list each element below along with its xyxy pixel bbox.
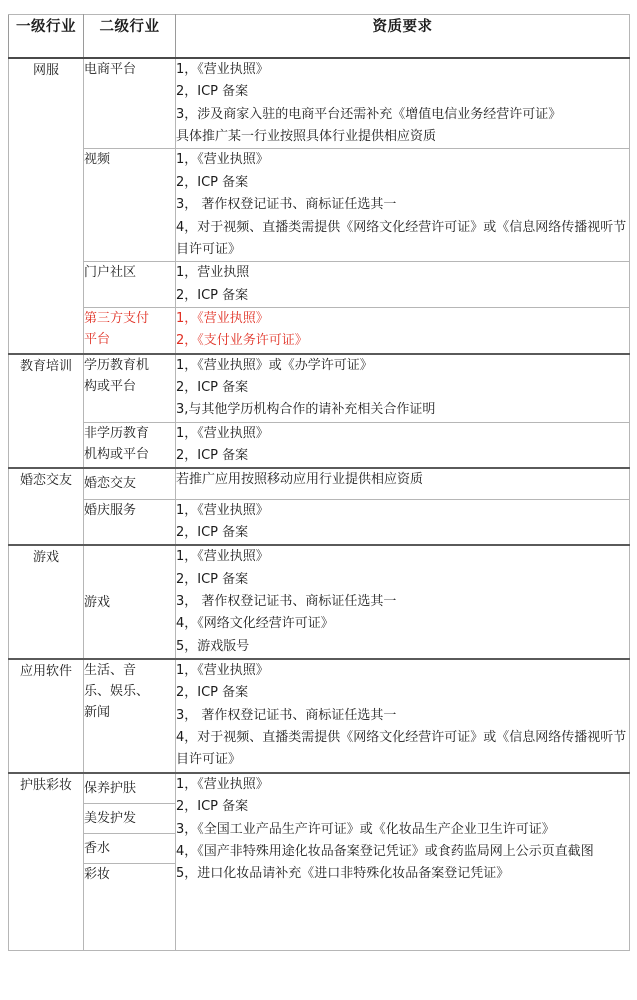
requirements-app-software: 1，《营业执照》 2，ICP 备案 3， 著作权登记证书、商标证任选其一 4，对于视频、直播类需提供《网络文化经营许可证》或《信息网络传播视听节目许可证》 (176, 659, 630, 773)
sub-industry-skincare: 保养护肤 (84, 773, 176, 804)
sub-industry-video: 视频 (84, 149, 176, 262)
column-header-primary-industry: 一级行业 (9, 15, 84, 59)
column-header-qualification-requirements: 资质要求 (176, 15, 630, 59)
table-header (9, 15, 630, 59)
sub-industry-perfume: 香水 (84, 833, 176, 863)
requirements-ecommerce: 1，《营业执照》 2，ICP 备案 3，涉及商家入驻的电商平台还需补充《增值电信业务经营许可证》 具体推广某一行业按照具体行业提供相应资质 (176, 58, 630, 149)
sub-industry-third-party-payment: 第三方支付 平台 (84, 307, 176, 353)
sub-industry-nonacademic-education: 非学历教育 机构或平台 (84, 422, 176, 468)
table-row (9, 307, 630, 353)
table-row (9, 149, 630, 262)
requirements-nonacademic-education: 1，《营业执照》 2，ICP 备案 (176, 422, 630, 468)
group-label-skincare-makeup: 护肤彩妆 (9, 773, 84, 951)
requirements-games: 1，《营业执照》 2，ICP 备案 3， 著作权登记证书、商标证任选其一 4，《网络文化经营许可证》 5，游戏版号 (176, 545, 630, 659)
sub-industry-games: 游戏 (84, 545, 176, 659)
requirements-portal-community: 1，营业执照 2，ICP 备案 (176, 262, 630, 308)
sub-industry-academic-education: 学历教育机 构或平台 (84, 354, 176, 423)
group-label-dating: 婚恋交友 (9, 468, 84, 545)
table-row (9, 354, 630, 423)
requirements-academic-education: 1，《营业执照》或《办学许可证》 2，ICP 备案 3,与其他学历机构合作的请补充相关合作证明 (176, 354, 630, 423)
requirements-video: 1，《营业执照》 2，ICP 备案 3， 著作权登记证书、商标证任选其一 4，对于视频、直播类需提供《网络文化经营许可证》或《信息网络传播视听节目许可证》 (176, 149, 630, 262)
group-label-games: 游戏 (9, 545, 84, 659)
table-body (9, 58, 630, 950)
sub-industry-portal-community: 门户社区 (84, 262, 176, 308)
table-row (9, 262, 630, 308)
table-row (9, 58, 630, 149)
table-row (9, 422, 630, 468)
group-label-app-software: 应用软件 (9, 659, 84, 773)
sub-industry-ecommerce: 电商平台 (84, 58, 176, 149)
table-row (9, 468, 630, 499)
table-row (9, 773, 630, 804)
group-label-education-training: 教育培训 (9, 354, 84, 469)
table-row (9, 659, 630, 773)
sub-industry-life-music-entertainment-news: 生活、音 乐、娱乐、 新闻 (84, 659, 176, 773)
sub-industry-wedding-service: 婚庆服务 (84, 499, 176, 545)
qualification-requirements-table (8, 14, 630, 951)
sub-industry-makeup: 彩妆 (84, 863, 176, 950)
requirements-third-party-payment: 1，《营业执照》 2，《支付业务许可证》 (176, 307, 630, 353)
requirements-dating: 若推广应用按照移动应用行业提供相应资质 (176, 468, 630, 499)
column-header-secondary-industry: 二级行业 (84, 15, 176, 59)
table-row (9, 499, 630, 545)
requirements-wedding-service: 1，《营业执照》 2，ICP 备案 (176, 499, 630, 545)
table-row (9, 545, 630, 659)
requirements-skincare-makeup: 1，《营业执照》 2，ICP 备案 3，《全国工业产品生产许可证》或《化妆品生产企业卫生许可证》 4，《国产非特殊用途化妆品备案登记凭证》或食药监局网上公示页直截图 5，进口化妆品请补充《进口非特殊化妆品备案登记凭证》 (176, 773, 630, 951)
group-label-wangfu: 网服 (9, 58, 84, 354)
sub-industry-dating: 婚恋交友 (84, 468, 176, 499)
header-row (9, 15, 630, 59)
sub-industry-haircare: 美发护发 (84, 803, 176, 833)
